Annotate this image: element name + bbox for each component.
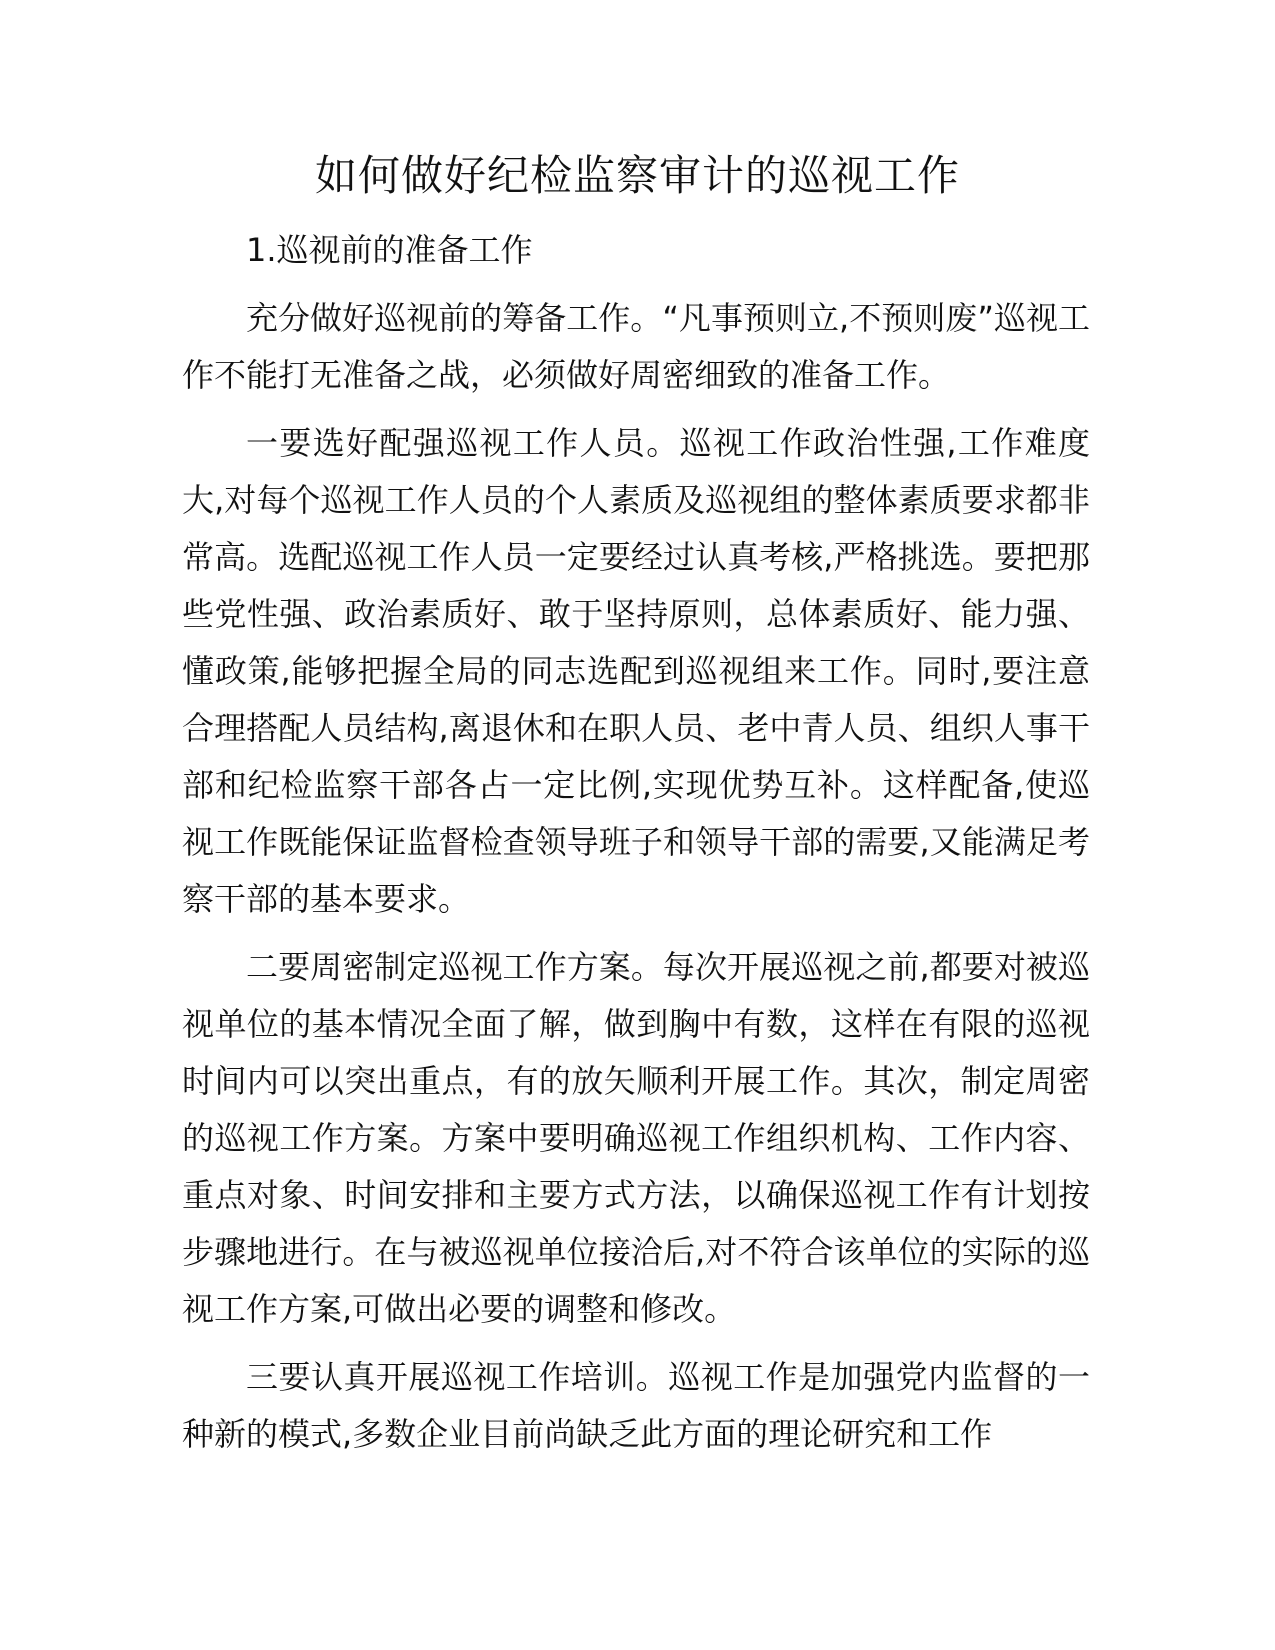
- paragraph-plan: 二要周密制定巡视工作方案。每次开展巡视之前,都要对被巡视单位的基本情况全面了解，做到胸中有数，这样在有限的巡视时间内可以突出重点，有的放矢顺利开展工作。其次，制定周密的巡视工作方案。方案中要明确巡视工作组织机构、工作内容、重点对象、时间安排和主要方式方法，以确保巡视工作有计划按步骤地进行。在与被巡视单位接洽后,对不符合该单位的实际的巡视工作方案,可做出必要的调整和修改。: [182, 948, 1090, 1328]
- document-body: [182, 222, 1090, 1463]
- paragraph-preparation: 充分做好巡视前的筹备工作。“凡事预则立,不预则废”巡视工作不能打无准备之战，必须做好周密细致的准备工作。: [182, 299, 1090, 394]
- document-title: 如何做好纪检监察审计的巡视工作: [314, 151, 960, 200]
- paragraph-training: 三要认真开展巡视工作培训。巡视工作是加强党内监督的一种新的模式,多数企业目前尚缺乏此方面的理论研究和工作: [182, 1358, 1090, 1453]
- section-heading: 1.巡视前的准备工作: [246, 231, 533, 269]
- paragraph-staffing: 一要选好配强巡视工作人员。巡视工作政治性强,工作难度大,对每个巡视工作人员的个人素质及巡视组的整体素质要求都非常高。选配巡视工作人员一定要经过认真考核,严格挑选。要把那些党性强、政治素质好、敢于坚持原则，总体素质好、能力强、懂政策,能够把握全局的同志选配到巡视组来工作。同时,要注意合理搭配人员结构,离退休和在职人员、老中青人员、组织人事干部和纪检监察干部各占一定比例,实现优势互补。这样配备,使巡视工作既能保证监督检查领导班子和领导干部的需要,又能满足考察干部的基本要求。: [182, 424, 1090, 918]
